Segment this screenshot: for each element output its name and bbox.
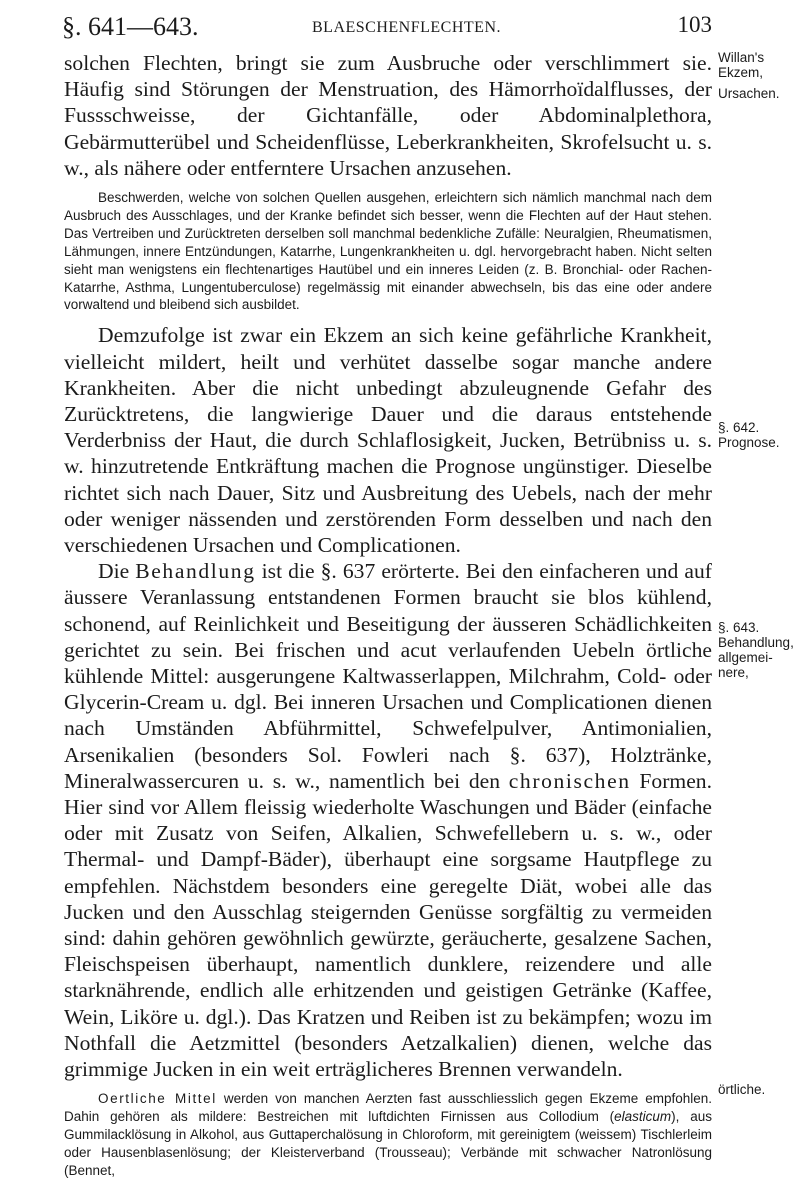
paragraph-causes: solchen Flechten, bringt sie zum Ausbruche oder verschlimmert sie. Häufig sind Störungen der Menstruation, des Hämorrhoïdalflusses, der Fussschweisse, der Gichtanfälle, oder Abdominalplethora, Gebärmutterübel und Scheidenflüsse, Leberkrankheiten, Skrofelsucht u. s. w., als nähere oder entferntere Ursachen anzusehen. (64, 51, 712, 180)
term-oertliche-mittel: Oertliche Mittel (98, 1091, 217, 1107)
page-header (62, 10, 712, 40)
note-complaints: Beschwerden, welche von solchen Quellen ausgehen, erleichtern sich nämlich manchmal nach dem Ausbruch des Ausschlages, und der Kranke befindet sich besser, wenn die Flechten auf der Haut stehen. Das Vertreiben und Zurücktreten derselben soll manchmal bedenkliche Zufälle: Neuralgien, Rheumatismen, Lähmungen, innere Entzündungen, Katarrhe, Lungenkrankheiten u. dgl. hervorgebracht haben. Nicht selten sieht man wenigstens ein flechtenartiges Hautübel und ein inneres Leiden (z. B. Bronchial- oder Rachen-Katarrhe, Asthma, Lungentuberculose) regelmässig mit einander abwechseln, bis das eine oder andere vorwaltend und bleibend sich ausbildet. (64, 190, 712, 313)
margin-note-643: §. 643. Behandlung, allgemei- nere, (718, 620, 794, 680)
page-number: 103 (677, 12, 712, 37)
margin-note-willan: Willan's Ekzem, (718, 50, 765, 80)
paragraph-treatment: Die Behandlung ist die §. 637 erörterte. Bei den einfacheren und auf äussere Veranlassung entstandenen Formen braucht sie blos kühlend, schonend, auf Reinlichkeit und Beseitigung der äusseren Schädlichkeiten gerichtet zu sein. Bei frischen und acut verlaufenden Uebeln örtliche kühlende Mittel: ausgerungene Kaltwasserlappen, Milchrahm, Cold- oder Glycerin-Cream u. dgl. Bei inneren Ursachen und Complicationen dienen nach Umständen Abführmittel, Schwefelpulver, Antimonialien, Arsenikalien (besonders Sol. Fowleri nach §. 637), Holztränke, Mineralwassercuren u. s. w., namentlich bei den chronischen Formen. Hier sind vor Allem fleissig wiederholte Waschungen und Bäder (einfache oder mit Zusatz von Seifen, Alkalien, Schwefellebern u. s. w., oder Thermal- und Dampf-Bäder), überhaupt eine sorgsame Hautpflege zu empfehlen. Nächstdem besonders eine geregelte Diät, wobei alle das Jucken und den Ausschlag steigernden Genüsse sorgfältig zu vermeiden sind: dahin gehören gewöhnlich gewürzte, geräucherte, gesalzene Sachen, Fleischspeisen überhaupt, namentlich dunklere, reizendere und alle starknährende, endlich alle erhitzenden und geistigen Getränke (Kaffee, Wein, Liköre u. dgl.). Das Kratzen und Reiben ist zu bekämpfen; wozu im Nothfall die Aetzmittel (besonders Aetzalkalien) dienen, welche das grimmige Jucken in ein weit erträglicheres Brennen verwandeln. (64, 559, 712, 1082)
margin-note-642: §. 642. Prognose. (718, 420, 780, 450)
term-chronischen: chronischen (508, 768, 631, 793)
running-title: BLAESCHENFLECHTEN. (312, 19, 501, 36)
page-body (64, 50, 712, 1180)
margin-note-ursachen: Ursachen. (718, 86, 780, 101)
paragraph-prognosis: Demzufolge ist zwar ein Ekzem an sich keine gefährliche Krankheit, vielleicht mildert, heilt und verhütet dasselbe sogar manche andere Krankheiten. Aber die nicht unbedingt abzuleugnende Gefahr des Zurücktretens, die langwierige Dauer und die daraus entstehende Verderbniss der Haut, die durch Schlaflosigkeit, Jucken, Betrübniss u. s. w. hinzutretende Entkräftung machen die Prognose ungünstiger. Dieselbe richtet sich nach Dauer, Sitz und Ausbreitung des Uebels, nach der mehr oder weniger nässenden und zerstörenden Form desselben und nach den verschiedenen Ursachen und Complicationen. (64, 323, 712, 557)
margin-note-oertliche: örtliche. (718, 1082, 766, 1097)
note-local-remedies: Oertliche Mittel werden von manchen Aerzten fast ausschliesslich gegen Ekzeme empfohlen. Dahin gehören als mildere: Bestreichen mit luftdichten Firnissen aus Collodium (elasticum), aus Gummilacklösung in Alkohol, aus Guttaperchalösung in Chloroform, mit gereinigtem (weissem) Tischlerleim oder Hausenblasenlösung; der Kleisterverband (Trousseau); Verbände mit schwacher Natronlösung (Bennet, (64, 1091, 713, 1178)
term-behandlung: Behandlung (135, 559, 256, 584)
section-range: §. 641—643. (62, 12, 199, 41)
